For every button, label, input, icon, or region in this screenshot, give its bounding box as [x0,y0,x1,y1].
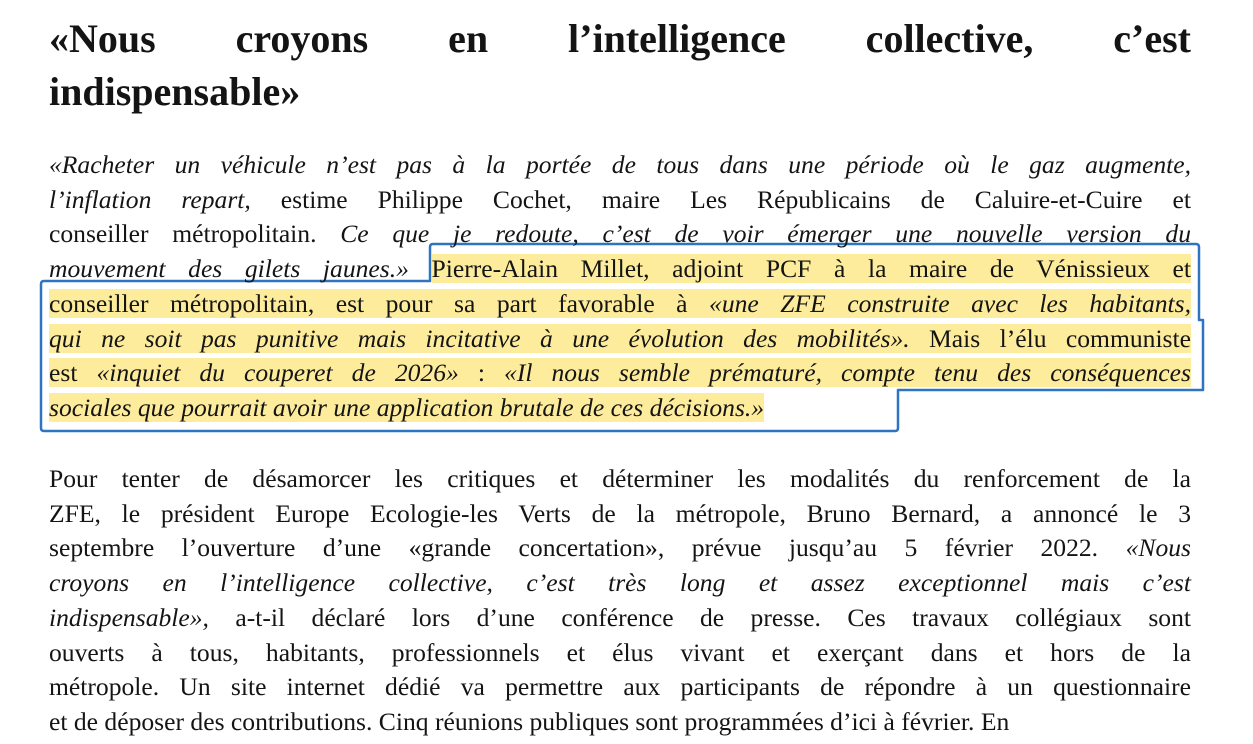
text-line [49,566,1191,601]
highlighted-text: Pierre-Alain Millet, adjoint PCF à la maire de Vénissieux et [431,254,1191,284]
text-line [49,531,1191,566]
paragraph-1 [49,148,1191,426]
text-run: Ce que je redoute, c’est de voir émerger une nouvelle version du [340,219,1191,249]
highlighted-text: «une ZFE construite avec les habitants, [709,288,1192,318]
text-run: estime Philippe Cochet, maire Les Républicains de Caluire-et-Cuire et [250,184,1191,214]
text-line [49,462,1191,497]
highlighted-text: Mais l’élu communiste [909,323,1191,353]
highlighted-text: est [49,358,97,388]
text-line [49,356,1191,391]
text-line [49,497,1191,532]
article-heading-line-2: indispensable» [49,69,301,114]
text-line [49,183,1191,218]
article-heading [49,12,1191,118]
text-run: et de déposer des contributions. Cinq réunions publiques sont programmées d’ici à février. En [49,706,1010,736]
highlighted-text: sociales que pourrait avoir une application brutale de ces décisions.» [49,392,765,422]
paragraph-2 [49,462,1191,740]
text-line [49,391,1191,426]
text-run: croyons en l’intelligence collective, c’est très long et assez exceptionnel mais c’est [49,568,1191,598]
text-line [49,217,1191,252]
highlighted-text: conseiller métropolitain, est pour sa part favorable à [49,288,710,318]
text-line [49,636,1191,671]
highlighted-text: : [458,358,505,388]
text-run: conseiller métropolitain. [49,219,341,249]
text-run: «Nous [1125,533,1191,563]
highlighted-text: «Il nous semble prématuré, compte tenu des conséquences [504,358,1191,388]
text-line [49,670,1191,705]
highlighted-text: qui ne soit pas punitive mais incitative à une évolution des mobilités». [49,323,910,353]
text-run: Pour tenter de désamorcer les critiques et déterminer les modalités du renforcement de la [49,464,1191,493]
text-line [49,252,1191,287]
text-run: ouverts à tous, habitants, professionnels et élus vivant et exerçant dans et hors de la [49,637,1191,667]
text-run: mouvement des gilets jaunes.» [49,254,432,284]
text-line [49,148,1191,183]
text-run: septembre l’ouverture d’une «grande concertation», prévue jusqu’au 5 février 2022. [49,533,1126,563]
text-run: a-t-il déclaré lors d’une conférence de presse. Ces travaux collégiaux sont [208,602,1191,632]
text-line [49,287,1191,322]
text-line [49,322,1191,357]
text-run: ZFE, le président Europe Ecologie-les Verts de la métropole, Bruno Bernard, a annoncé le 3 [49,498,1191,528]
text-line [49,705,1191,740]
text-run: métropole. Un site internet dédié va permettre aux participants de répondre à un questionnaire [49,672,1191,702]
article-heading-line-1: «Nous croyons en l’intelligence collective, c’est [49,16,1191,61]
text-line [49,601,1191,636]
text-run: l’inflation repart, [49,184,251,214]
text-run: «Racheter un véhicule n’est pas à la portée de tous dans une période où le gaz augmente, [49,150,1191,179]
text-run: indispensable», [49,602,209,632]
highlighted-text: «inquiet du couperet de 2026» [96,358,459,388]
